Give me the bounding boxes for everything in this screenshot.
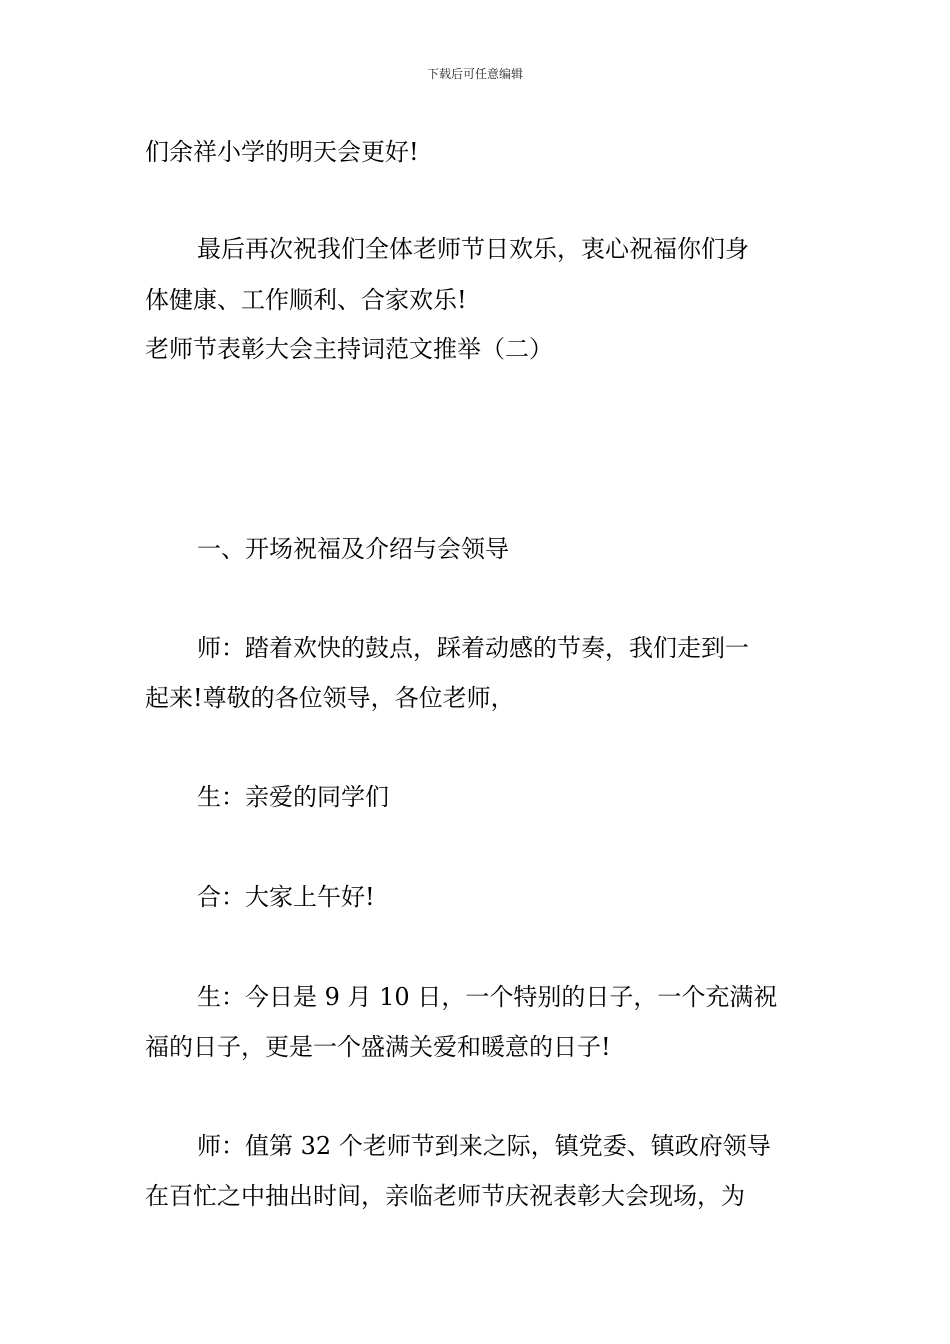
text-line: 师：踏着欢快的鼓点，踩着动感的节奏，我们走到一 <box>197 634 749 662</box>
text-line: 最后再次祝我们全体老师节日欢乐，衷心祝福你们身 <box>197 235 749 263</box>
text-line: 师：值第 32 个老师节到来之际，镇党委、镇政府领导 <box>197 1132 771 1160</box>
text-line: 生：亲爱的同学们 <box>197 783 389 811</box>
text-line: 合：大家上午好! <box>197 883 375 911</box>
text-line: 一、开场祝福及介绍与会领导 <box>197 535 509 563</box>
text-line: 生：今日是 9 月 10 日，一个特别的日子，一个充满祝 <box>197 983 778 1011</box>
page-header-note: 下载后可任意编辑 <box>426 67 523 81</box>
text-line: 起来!尊敬的各位领导，各位老师， <box>145 684 515 712</box>
text-line: 们余祥小学的明天会更好! <box>145 138 419 166</box>
text-line: 体健康、工作顺利、合家欢乐! <box>145 286 467 314</box>
text-line: 福的日子，更是一个盛满关爱和暖意的日子! <box>145 1033 611 1061</box>
text-line: 在百忙之中抽出时间，亲临老师节庆祝表彰大会现场，为 <box>145 1182 745 1210</box>
section-heading: 老师节表彰大会主持词范文推举（二） <box>145 335 553 363</box>
